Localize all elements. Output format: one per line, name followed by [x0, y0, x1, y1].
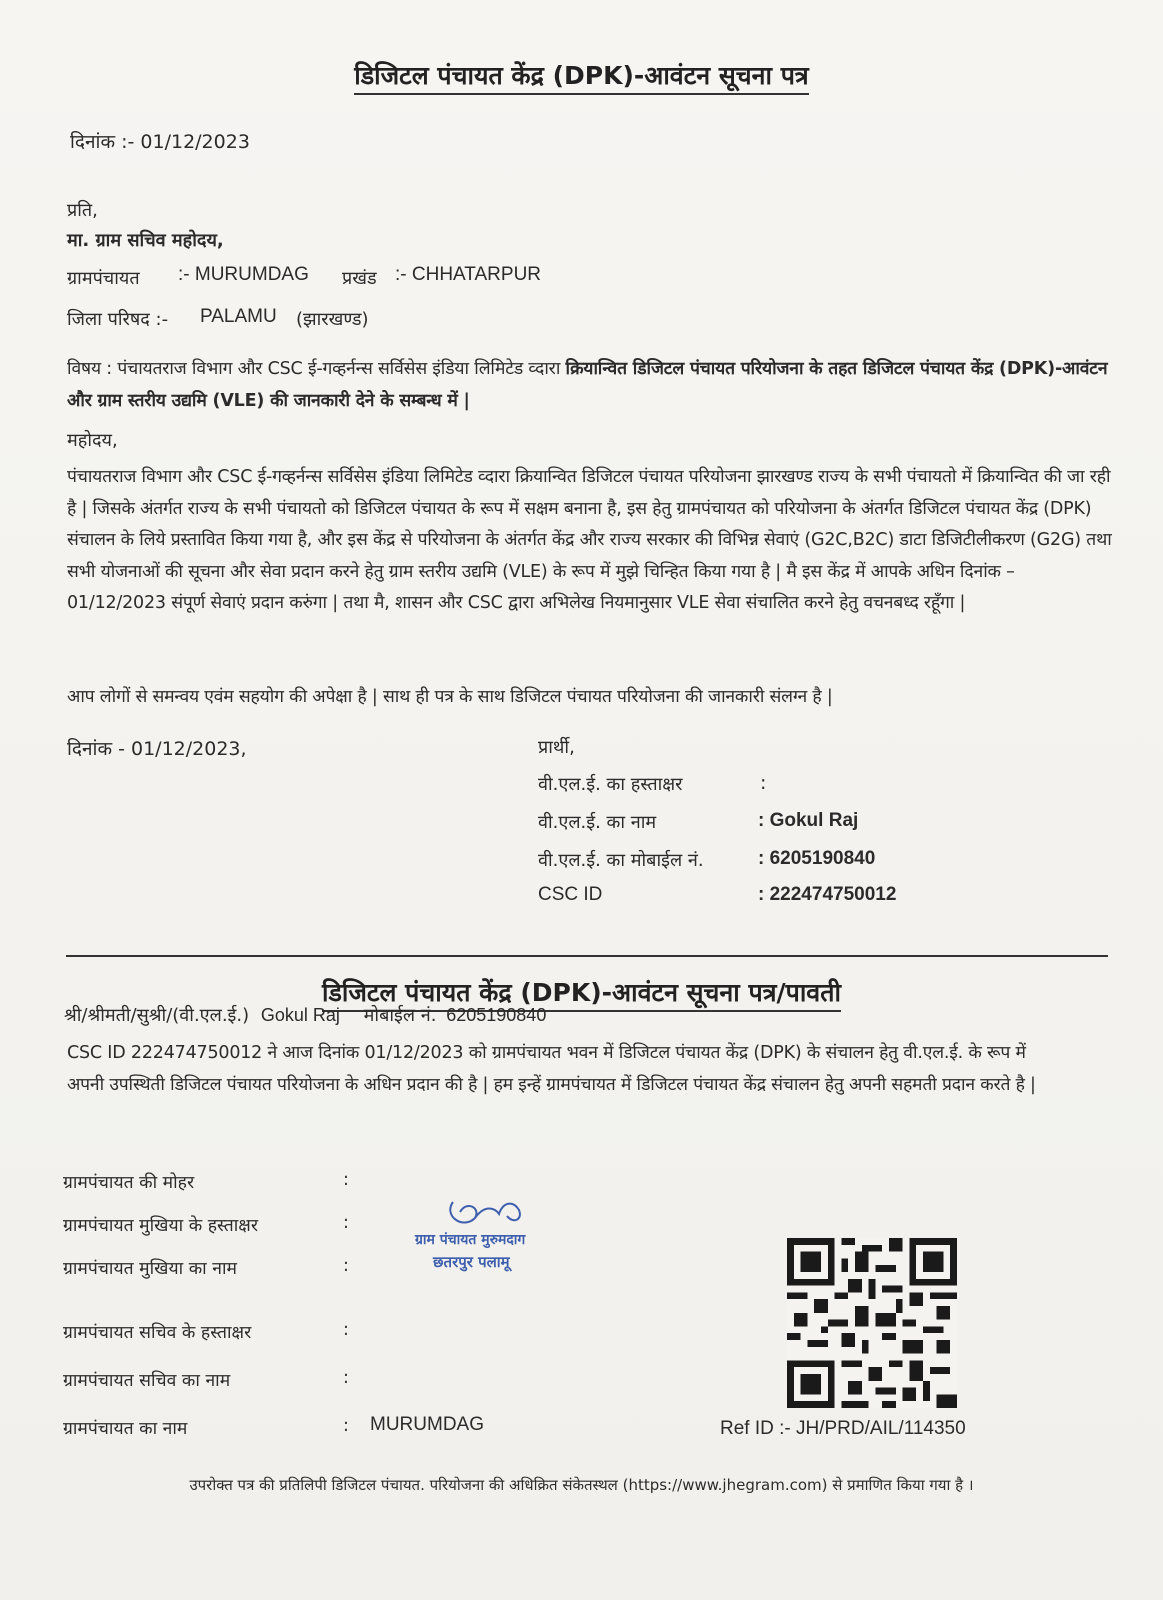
field-value-secretary-sign: :: [343, 1320, 349, 1340]
sign-date: दिनांक - 01/12/2023,: [67, 738, 247, 760]
vle-name-label: वी.एल.ई. का नाम: [538, 812, 657, 833]
receipt-vle-prefix: श्री/श्रीमती/सुश्री/(वी.एल.ई.): [64, 1005, 250, 1026]
field-label-mukhiya-name: ग्रामपंचायत मुखिया का नाम: [63, 1259, 237, 1279]
document-title: डिजिटल पंचायत केंद्र (DPK)-आवंटन सूचना पत्र: [0, 58, 1163, 92]
vle-mobile-label: वी.एल.ई. का मोबाईल नं.: [538, 850, 704, 871]
block-value: :- CHHATARPUR: [395, 264, 542, 285]
district-value: PALAMU: [200, 306, 277, 327]
gp-stamp: [415, 1190, 595, 1285]
qr-code: [787, 1238, 957, 1408]
section-divider: [66, 955, 1108, 957]
field-label-secretary-sign: ग्रामपंचायत सचिव के हस्ताक्षर: [63, 1323, 252, 1343]
state-value: (झारखण्ड): [296, 309, 369, 330]
body-paragraph: पंचायतराज विभाग और CSC ई-गव्हर्नन्स सर्विसेस इंडिया लिमिटेड व्दारा क्रियान्वित डिजिटल पंचायत परियोजना झारखण्ड राज्य के सभी पंचायतो में क्रियान्वित की जा रही है | जिसके अंतर्गत राज्य के सभी पंचायतो को डिजिटल पंचायत के रूप में सक्षम बनाना है, इस हेतु ग्रामपंचायत को परियोजना के अंतर्गत डिजिटल पंचायत केंद्र (DPK) संचालन के लिये प्रस्तावित किया गया है, और इस केंद्र से परियोजना के अंतर्गत केंद्र और राज्य सरकार की विभिन्न सेवाएं (G2C,B2C) डाटा डिजिटीलीकरण (G2G) तथा सभी योजनाओं की सूचना और सेवा प्रदान करने हेतु ग्राम स्तरीय उद्यमि (VLE) के रूप में मुझे चिन्हित किया गया है | मै इस केंद्र में आपके अधिन दिनांक – 01/12/2023 संपूर्ण सेवाएं प्रदान करुंगा | तथा मै, शासन और CSC द्वारा अभिलेख नियमानुसार VLE सेवा संचालित करने हेतु वचनबध्द रहूँगा |: [67, 467, 1112, 613]
field-label-mukhiya-sign: ग्रामपंचायत मुखिया के हस्ताक्षर: [63, 1216, 259, 1236]
applicant-label: प्रार्थी,: [538, 737, 575, 758]
field-value-mukhiya-sign: :: [343, 1213, 349, 1233]
block-label: प्रखंड: [342, 268, 377, 289]
field-value-mukhiya-name: :: [343, 1256, 349, 1276]
receipt-text: CSC ID 222474750012 ने आज दिनांक 01/12/2023 को ग्रामपंचायत भवन में डिजिटल पंचायत केंद्र (DPK) के संचालन हेतु वी.एल.ई. के रूप में अपनी उपस्थिती डिजिटल पंचायत परियोजना के अधिन प्रदान की है | हम इन्हें ग्रामपंचायत में डिजिटल पंचायत केंद्र संचालन हेतु अपनी सहमती प्रदान करते है |: [67, 1043, 1036, 1095]
salutation: मा. ग्राम सचिव महोदय,: [67, 230, 224, 251]
vle-sign-label: वी.एल.ई. का हस्ताक्षर: [538, 774, 683, 795]
date-line: दिनांक :- 01/12/2023: [70, 131, 250, 153]
vle-sign-value: :: [760, 772, 767, 794]
gp-name-value: MURUMDAG: [370, 1414, 484, 1435]
receipt-vle-name: Gokul Raj: [260, 1005, 340, 1025]
vle-name-value: : Gokul Raj: [758, 810, 859, 831]
csc-id-value: : 222474750012: [758, 884, 897, 905]
field-value-secretary-name: :: [343, 1368, 349, 1388]
greeting: महोदय,: [67, 430, 118, 451]
district-label: जिला परिषद :-: [67, 309, 169, 330]
subject-bold: क्रियान्वित डिजिटल पंचायत परियोजना के तहत डिजिटल पंचायत केंद्र (DPK)-आवंटन और ग्राम स्तरीय उद्यमि (VLE) की जानकारी देने के सम्बन्ध में |: [67, 359, 1108, 411]
prati-text: प्रति,: [67, 200, 98, 221]
subject-paragraph: [67, 354, 1112, 417]
field-label-gp-name: ग्रामपंचायत का नाम: [63, 1419, 188, 1439]
closing-paragraph: आप लोगों से समन्वय एवंम सहयोग की अपेक्षा है | साथ ही पत्र के साथ डिजिटल पंचायत परियोजना की जानकारी संलग्न है |: [67, 687, 833, 707]
field-label-seal: ग्रामपंचायत की मोहर: [63, 1173, 195, 1193]
stamp-line-1: ग्राम पंचायत मुरुमदाग: [415, 1232, 526, 1248]
receipt-vle-line: [64, 1003, 546, 1027]
ref-id: Ref ID :- JH/PRD/AIL/114350: [720, 1418, 966, 1439]
gp-label: ग्रामपंचायत: [67, 268, 140, 289]
field-value-seal: :: [343, 1170, 349, 1190]
vle-mobile-value: : 6205190840: [758, 848, 876, 869]
field-label-secretary-name: ग्रामपंचायत सचिव का नाम: [63, 1371, 231, 1391]
receipt-mobile-label: मोबाईल नं.: [363, 1005, 437, 1026]
field-value-gp-name: :: [343, 1416, 349, 1436]
csc-id-label: CSC ID: [538, 884, 603, 905]
subject-prefix: विषय : पंचायतराज विभाग और CSC ई-गव्हर्नन्स सर्विसेस इंडिया लिमिटेड व्दारा: [67, 359, 566, 379]
stamp-line-2: छतरपुर पलामू: [433, 1253, 510, 1271]
receipt-title: डिजिटल पंचायत केंद्र (DPK)-आवंटन सूचना पत्र/पावती: [0, 975, 1163, 1009]
receipt-mobile: 6205190840: [446, 1005, 547, 1025]
gp-value: :- MURUMDAG: [178, 264, 309, 285]
footer-note: उपरोक्त पत्र की प्रतिलिपी डिजिटल पंचायत. परियोजना की अधिक्रित संकेतस्थल (https://www.jhegram.com) से प्रमाणित किया गया है ।: [189, 1476, 974, 1494]
